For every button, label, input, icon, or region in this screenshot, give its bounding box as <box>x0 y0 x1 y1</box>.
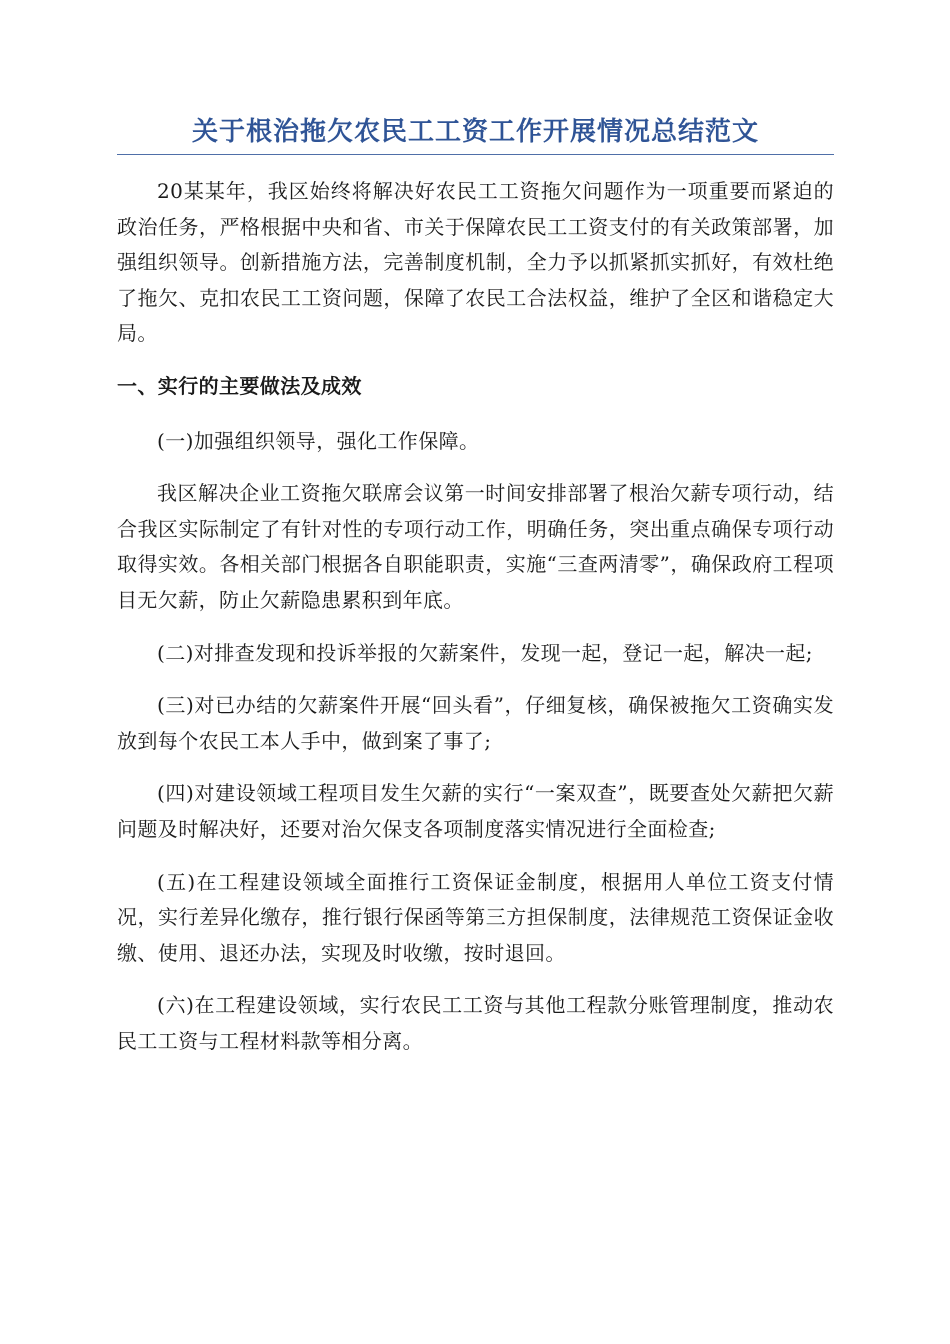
section-heading: 一、实行的主要做法及成效 <box>117 373 362 398</box>
subsection-heading: (一)加强组织领导，强化工作保障。 <box>157 428 480 453</box>
body-paragraph: 我区解决企业工资拖欠联席会议第一时间安排部署了根治欠薪专项行动，结合我区实际制定了有针对性的专项行动工作，明确任务，突出重点确保专项行动取得实效。各相关部门根据各自职能职责，实施“三查两清零”，确保政府工程项目无欠薪，防止欠薪隐患累积到年底。 <box>117 481 834 612</box>
intro-paragraph: 20某某年，我区始终将解决好农民工工资拖欠问题作为一项重要而紧迫的政治任务，严格根据中央和省、市关于保障农民工工资支付的有关政策部署，加强组织领导。创新措施方法，完善制度机制，全力予以抓紧抓实抓好，有效杜绝了拖欠、克扣农民工工资问题，保障了农民工合法权益，维护了全区和谐稳定大局。 <box>117 179 834 346</box>
list-item: (四)对建设领域工程项目发生欠薪的实行“一案双查”，既要查处欠薪把欠薪问题及时解决好，还要对治欠保支各项制度落实情况进行全面检查; <box>117 781 834 841</box>
document-body <box>117 174 834 1059</box>
document-page <box>117 112 834 1076</box>
list-item: (二)对排查发现和投诉举报的欠薪案件，发现一起，登记一起，解决一起; <box>157 640 813 665</box>
document-title: 关于根治拖欠农民工工资工作开展情况总结范文 <box>117 112 834 155</box>
list-item: (五)在工程建设领域全面推行工资保证金制度，根据用人单位工资支付情况，实行差异化缴存，推行银行保函等第三方担保制度，法律规范工资保证金收缴、使用、退还办法，实现及时收缴，按时退回。 <box>117 869 834 965</box>
list-item: (三)对已办结的欠薪案件开展“回头看”，仔细复核，确保被拖欠工资确实发放到每个农民工本人手中，做到案了事了; <box>117 693 834 753</box>
list-item: (六)在工程建设领域，实行农民工工资与其他工程款分账管理制度，推动农民工工资与工程材料款等相分离。 <box>117 993 834 1053</box>
